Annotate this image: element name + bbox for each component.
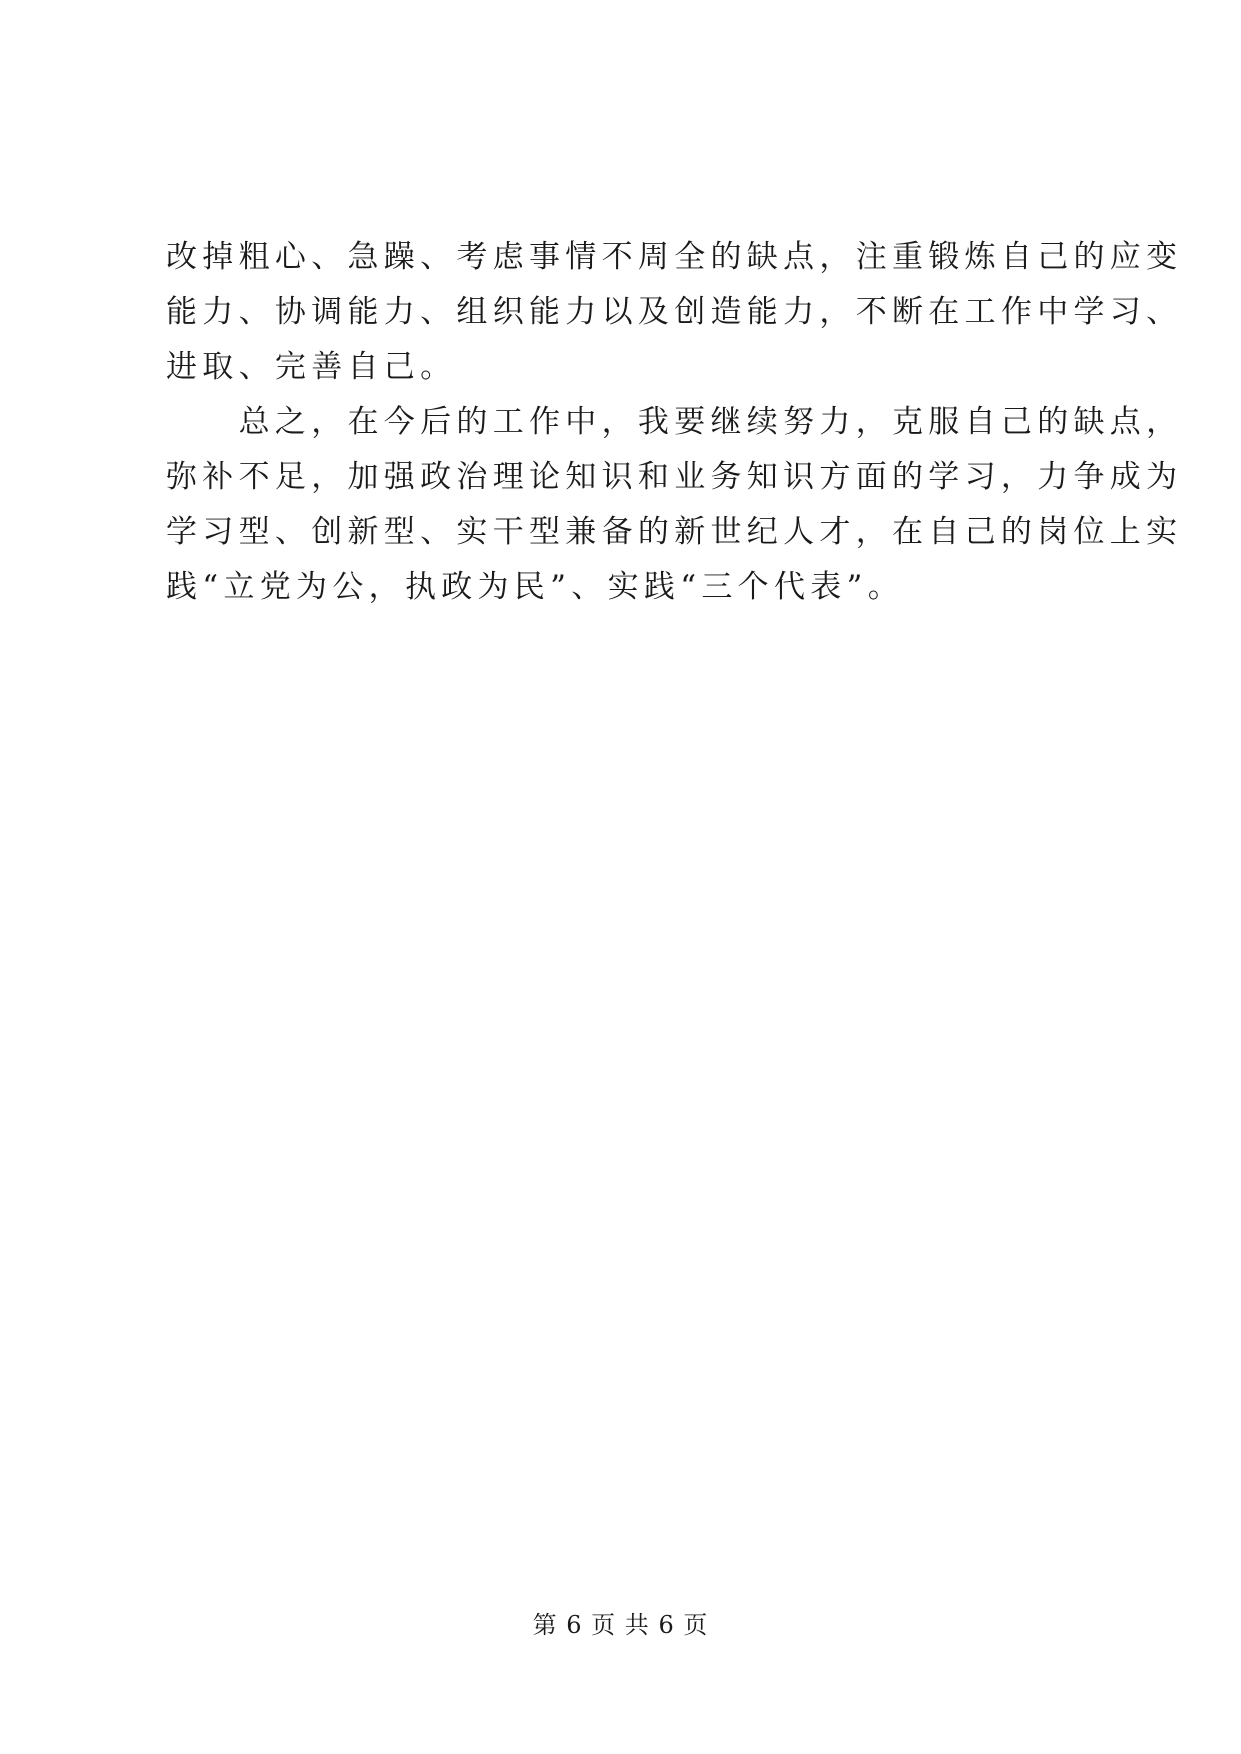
document-body	[166, 230, 1183, 615]
paragraph-2	[166, 395, 1183, 615]
text-line: 改掉粗心、急躁、考虑事情不周全的缺点，注重锻炼自己的应变	[166, 239, 1183, 275]
text-line: 总之，在今后的工作中，我要继续努力，克服自己的缺点，	[166, 404, 1183, 440]
text-line: 能力、协调能力、组织能力以及创造能力，不断在工作中学习、	[166, 294, 1183, 330]
text-line: 践“立党为公，执政为民”、实践“三个代表”。	[166, 569, 904, 605]
text-line: 学习型、创新型、实干型兼备的新世纪人才，在自己的岗位上实	[166, 514, 1183, 550]
text-line: 进取、完善自己。	[166, 349, 457, 385]
page-footer: 第 6 页 共 6 页	[532, 1611, 709, 1639]
paragraph-1	[166, 230, 1183, 395]
text-line: 弥补不足，加强政治理论知识和业务知识方面的学习，力争成为	[166, 459, 1183, 495]
